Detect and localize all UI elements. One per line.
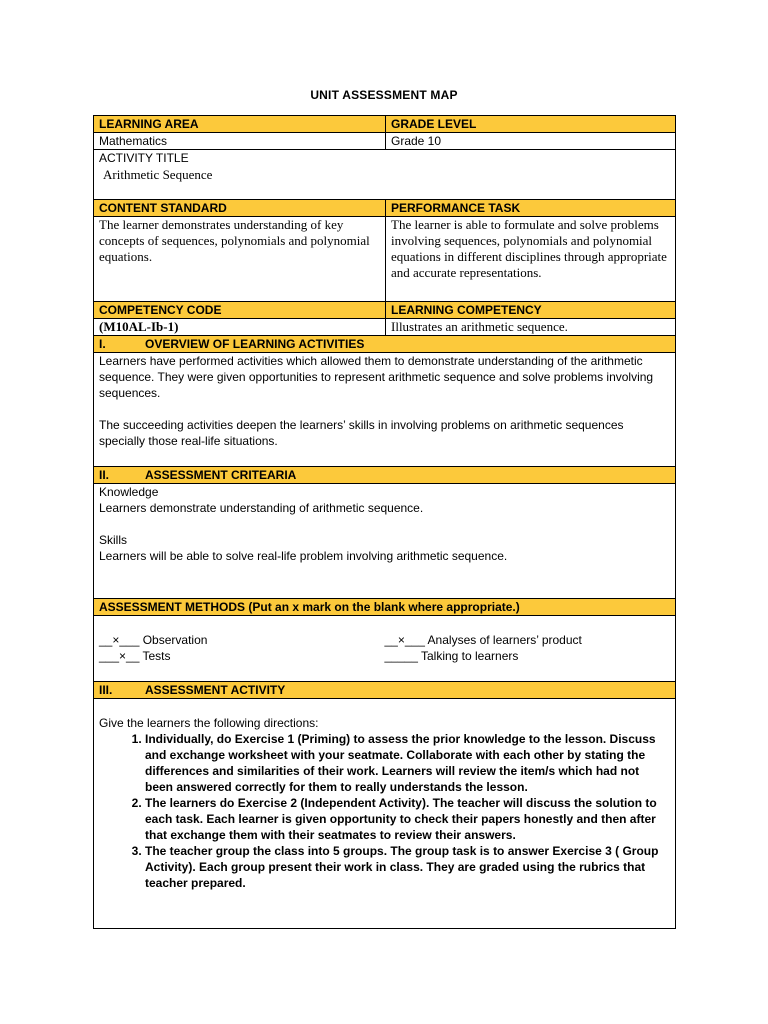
list-item: 1. Individually, do Exercise 1 (Priming) to assess the prior knowledge to the lesson. Discuss and exchange worksheet with your seatmate. Collaborate with each other by stating the differences and similarities of their work. Learners will review the item/s which had not been answered correctly for them to really understands the lesson. [145, 731, 670, 795]
activity-intro: Give the learners the following directions: [99, 716, 319, 730]
overview-label: OVERVIEW OF LEARNING ACTIVITIES [145, 337, 365, 351]
methods-body [94, 616, 676, 682]
method-observation: __×___ Observation [99, 633, 208, 647]
criteria-label: ASSESSMENT CRITEARIA [145, 468, 297, 482]
overview-number: I. [99, 337, 106, 351]
overview-body [94, 353, 676, 467]
learning-competency-value: Illustrates an arithmetic sequence. [386, 319, 676, 336]
methods-note: (Put an x mark on the blank where appropriate.) [248, 600, 520, 614]
list-item: 3. The teacher group the class into 5 groups. The group task is to answer Exercise 3 ( Group Activity). Each group present their work in class. They are graded using the rubrics that teacher prepared. [145, 843, 670, 891]
activity-section-header [94, 682, 676, 699]
activity-section-number: III. [99, 683, 113, 697]
method-tests: ___×__ Tests [99, 649, 171, 663]
performance-task-value: The learner is able to formulate and solve problems involving sequences, polynomials and polynomial equations in different disciplines through appropriate and accurate representations. [386, 217, 676, 302]
activity-section-body [94, 699, 676, 929]
criteria-header [94, 467, 676, 484]
grade-level-value: Grade 10 [386, 133, 676, 150]
learning-area-label: LEARNING AREA [94, 116, 386, 133]
activity-section-label: ASSESSMENT ACTIVITY [145, 683, 286, 697]
method-talking: _____ Talking to learners [384, 649, 519, 663]
grade-level-label: GRADE LEVEL [386, 116, 676, 133]
activity-directions-list [99, 731, 670, 891]
performance-task-label: PERFORMANCE TASK [386, 200, 676, 217]
activity-title-label: ACTIVITY TITLE [99, 151, 189, 165]
criteria-number: II. [99, 468, 110, 482]
knowledge-label: Knowledge [99, 485, 159, 499]
overview-paragraph-1: Learners have performed activities which allowed them to demonstrate understanding of the arithmetic sequence. They were given opportunities to represent arithmetic sequence and solve problems involving sequences. [99, 354, 654, 400]
competency-code-label: COMPETENCY CODE [94, 302, 386, 319]
knowledge-text: Learners demonstrate understanding of arithmetic sequence. [99, 501, 424, 515]
activity-title-value: Arithmetic Sequence [103, 167, 213, 182]
methods-label: ASSESSMENT METHODS [99, 600, 246, 614]
skills-label: Skills [99, 533, 128, 547]
skills-text: Learners will be able to solve real-life problem involving arithmetic sequence. [99, 549, 508, 563]
activity-title-cell [94, 150, 676, 200]
content-standard-label: CONTENT STANDARD [94, 200, 386, 217]
list-item: 2. The learners do Exercise 2 (Independent Activity). The teacher will discuss the solution to each task. Each learner is given opportunity to check their papers honestly and then after that exchange them with their seatmates to review their answers. [145, 795, 670, 843]
page-title: UNIT ASSESSMENT MAP [310, 88, 458, 102]
learning-area-value: Mathematics [94, 133, 386, 150]
method-analyses: __×___ Analyses of learners’ product [384, 633, 582, 647]
criteria-body [94, 484, 676, 599]
content-standard-value: The learner demonstrates understanding of key concepts of sequences, polynomials and polynomial equations. [94, 217, 386, 302]
assessment-map-table [93, 115, 676, 929]
learning-competency-label: LEARNING COMPETENCY [386, 302, 676, 319]
competency-code-value: (M10AL-Ib-1) [94, 319, 386, 336]
overview-paragraph-2: The succeeding activities deepen the learners’ skills in involving problems on arithmetic sequences specially those real-life situations. [99, 418, 624, 448]
overview-header [94, 336, 676, 353]
methods-header [94, 599, 676, 616]
